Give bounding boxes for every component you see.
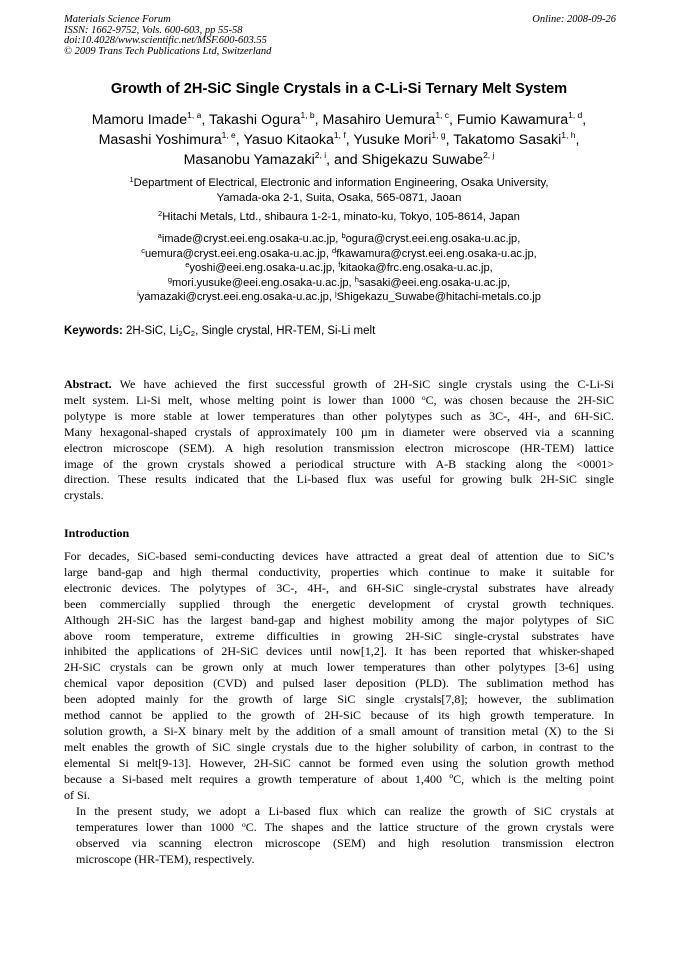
abstract-line [64, 409, 614, 425]
superscript: o [242, 819, 246, 829]
keywords [64, 325, 375, 337]
author-line [40, 130, 638, 150]
email-address: uemura@cryst.eei.eng.osaka-u.ac.jp, [145, 247, 333, 260]
author-name: Shigekazu Suwabe [361, 152, 484, 168]
author-affiliation-marker: 1, h [561, 130, 576, 140]
author-name: Masashi Yoshimura [98, 132, 222, 148]
intro-line: Although 2H-SiC has the largest band-gap and highest mobility among the major polytypes of SiC [64, 612, 614, 627]
abstract-line [64, 393, 614, 409]
author-affiliation-marker: 1, f [333, 130, 346, 140]
email-line [40, 261, 638, 276]
author-affiliation-marker: 1, e [221, 130, 236, 140]
text-run: observed via scanning electron microscope (SEM) and high resolution transmission electron [76, 835, 614, 850]
email-marker: c [141, 245, 145, 255]
intro-line: chemical vapor deposition (CVD) and pulsed laser deposition (PLD). The sublimation method has [64, 676, 614, 691]
intro-line: because a Si-based melt requires a growth temperature of about 1,400 ºC, which is the melting point [64, 771, 614, 786]
email-marker: i [137, 289, 139, 299]
email-address: fkawamura@cryst.eei.eng.osaka-u.ac.jp, [336, 247, 537, 260]
journal-copyright: © 2009 Trans Tech Publications Ltd, Switzerland [64, 45, 272, 57]
abstract-line [64, 457, 614, 473]
keywords-label: Keywords: [64, 325, 123, 337]
author-name: Takatomo Sasaki [453, 132, 562, 148]
subscript: 2 [190, 329, 196, 338]
text-run: microscope (HR-TEM), respectively. [76, 851, 255, 866]
author-line [40, 110, 638, 130]
email-line [40, 247, 638, 262]
abstract-label: Abstract. [64, 377, 112, 391]
author-name: Yusuke Mori [353, 132, 432, 148]
author-separator: , [314, 112, 323, 128]
affiliation-text: Hitachi Metals, Ltd., shibaura 1-2-1, minato-ku, Tokyo, 105-8614, Japan [162, 211, 520, 223]
text-run: electron microscope (SEM). A high resolution transmission electron microscope (HR-TEM) lattice [64, 440, 614, 455]
intro-line: solution growth, a Si-X binary melt by the addition of a small amount of transition metal (X) to the Si [64, 723, 614, 738]
author-affiliation-marker: 1, a [187, 110, 202, 120]
superscript: o [421, 392, 426, 402]
author-name: Fumio Kawamura [456, 112, 569, 128]
affiliation-marker: 2 [158, 209, 163, 218]
intro-line [64, 820, 614, 836]
email-address: ogura@cryst.eei.eng.osaka-u.ac.jp, [345, 233, 521, 245]
intro-line: melt enables the growth of SiC single crystals due to the higher solubility of carbon, in contrast to the [64, 739, 614, 754]
author-separator: , [201, 112, 209, 128]
email-address: Shigekazu_Suwabe@hitachi-metals.co.jp [336, 291, 541, 304]
author-name: Takashi Ogura [208, 112, 301, 128]
intro-line: been adopted mainly for the growth of large SiC single crystals[7,8]; however, the sublimation [64, 692, 614, 707]
keywords-text: C [182, 325, 191, 337]
intro-line [64, 852, 614, 868]
intro-line: electronic devices. The polytypes of 3C-, 4H-, and 6H-SiC single-crystal substrates have already [64, 580, 614, 595]
author-separator: , [445, 132, 454, 148]
intro-paragraph-2 [64, 804, 614, 868]
journal-issn: ISSN: 1662-9752, Vols. 600-603, pp 55-58 [64, 24, 243, 36]
email-list [40, 232, 638, 305]
intro-line: been commercially supplied through the energetic development of crystal growth techniques. [64, 596, 614, 611]
intro-line [64, 804, 614, 820]
text-run: C, was chosen because the 2H-SiC [425, 392, 615, 407]
author-separator: , [575, 132, 580, 148]
email-marker: b [341, 231, 346, 240]
author-affiliation-marker: 1, d [568, 110, 583, 120]
journal-header [64, 15, 271, 57]
abstract-line [64, 377, 614, 393]
email-marker: a [157, 231, 162, 240]
author-separator: , and [326, 152, 362, 168]
abstract [64, 377, 614, 504]
text-run: temperatures lower than 1000 [76, 819, 243, 834]
author-affiliation-marker: 2, j [483, 150, 495, 160]
text-run: C. The shapes and the lattice structure of the grown crystals were [245, 819, 614, 834]
email-marker: j [334, 289, 337, 299]
abstract-line [64, 472, 614, 488]
email-address: sasaki@eei.eng.osaka-u.ac.jp, [358, 276, 511, 289]
affiliation-text: Department of Electrical, Electronic and information Engineering, Osaka University, [133, 177, 549, 189]
intro-line: above room temperature, extreme difficulties in growing 2H-SiC single-crystal substrates have [64, 628, 614, 643]
text-run: polytype is more stable at lower temperatures than other polytypes such as 3C-, 4H-, and 6H-SiC. [64, 408, 614, 423]
email-line [40, 290, 638, 305]
intro-line [64, 836, 614, 852]
email-line [40, 232, 638, 247]
email-marker: d [332, 245, 337, 255]
email-marker: f [338, 260, 341, 270]
author-name: Masahiro Uemura [322, 112, 436, 128]
abstract-line [64, 425, 614, 441]
affiliation-1 [40, 176, 638, 206]
affiliation-2 [40, 210, 638, 225]
email-address: kitaoka@frc.eng.osaka-u.ac.jp, [340, 262, 493, 275]
intro-line: large band-gap and high thermal conductivity, properties which continue to make it suitable for [64, 564, 614, 579]
author-list [40, 110, 638, 170]
text-run: melt system. Li-Si melt, whose melting point is lower than 1000 [64, 392, 422, 407]
abstract-line [64, 441, 614, 457]
text-run: Many hexagonal-shaped crystals of approximately 100 µm in diameter were observed via a scanning [64, 424, 614, 439]
text-run: direction. These results indicated that the Li-based flux was useful for growing bulk 2H-SiC single [64, 472, 614, 487]
intro-paragraph-1 [64, 549, 614, 804]
keywords-text: , Single crystal, HR-TEM, Si-Li melt [195, 325, 376, 337]
affiliation-marker: 1 [129, 175, 134, 184]
intro-line: of Si. [64, 787, 91, 802]
author-name: Yasuo Kitaoka [243, 132, 334, 148]
section-heading-introduction: Introduction [64, 526, 130, 540]
author-separator: , [582, 112, 587, 128]
author-affiliation-marker: 1, b [300, 110, 315, 120]
email-address: yoshi@eei.eng.osaka-u.ac.jp, [189, 262, 339, 275]
intro-line: inhibited the applications of 2H-SiC devices until now[1,2]. It has been reported that whisker-shaped [64, 644, 614, 659]
email-line [40, 276, 638, 291]
author-name: Mamoru Imade [91, 112, 188, 128]
affiliation-text: Yamada-oka 2-1, Suita, Osaka, 565-0871, Jaoan [216, 192, 462, 204]
author-affiliation-marker: 1, g [431, 130, 446, 140]
author-affiliation-marker: 2, i [314, 150, 327, 160]
subscript: 2 [178, 329, 183, 338]
text-run: In the present study, we adopt a Li-based flux which can realize the growth of SiC crystals at [76, 804, 614, 818]
text-run: We have achieved the first successful growth of 2H-SiC single crystals using the C-Li-Si [111, 377, 614, 391]
abstract-line [64, 488, 614, 504]
journal-doi: doi:10.4028/www.scientific.net/MSF.600-603.55 [64, 35, 267, 47]
text-run: crystals. [64, 488, 104, 503]
author-separator: , [449, 112, 457, 128]
online-date: Online: 2008-09-26 [532, 14, 616, 25]
author-separator: , [345, 132, 354, 148]
author-line [40, 150, 638, 170]
intro-line: For decades, SiC-based semi-conducting devices have attracted a great deal of attention due to SiC’s [64, 549, 614, 563]
text-run: image of the grown crystals showed a periodical structure with A-B stacking along the <0001> [64, 456, 614, 471]
intro-line: method cannot be applied to the growth of 2H-SiC because of its high growth temperature. In [64, 708, 614, 723]
author-name: Masanobu Yamazaki [183, 152, 315, 168]
email-marker: e [185, 260, 190, 270]
author-affiliation-marker: 1, c [435, 110, 450, 120]
email-address: yamazaki@cryst.eei.eng.osaka-u.ac.jp, [138, 291, 335, 304]
intro-line: elemental Si melt[9-13]. However, 2H-SiC cannot be formed even using the solution growth method [64, 755, 614, 770]
author-separator: , [235, 132, 244, 148]
keywords-text: 2H-SiC, Li [122, 325, 179, 337]
journal-name: Materials Science Forum [64, 14, 171, 25]
email-address: mori.yusuke@eei.eng.osaka-u.ac.jp, [172, 276, 355, 289]
email-address: imade@cryst.eei.eng.osaka-u.ac.jp, [161, 233, 342, 245]
email-marker: h [354, 274, 359, 284]
intro-line: 2H-SiC crystals can be grown only at much lower temperatures than other polytypes [3-6] using [64, 660, 614, 675]
paper-title: Growth of 2H-SiC Single Crystals in a C-Li-Si Ternary Melt System [110, 81, 568, 97]
email-marker: g [167, 274, 173, 284]
